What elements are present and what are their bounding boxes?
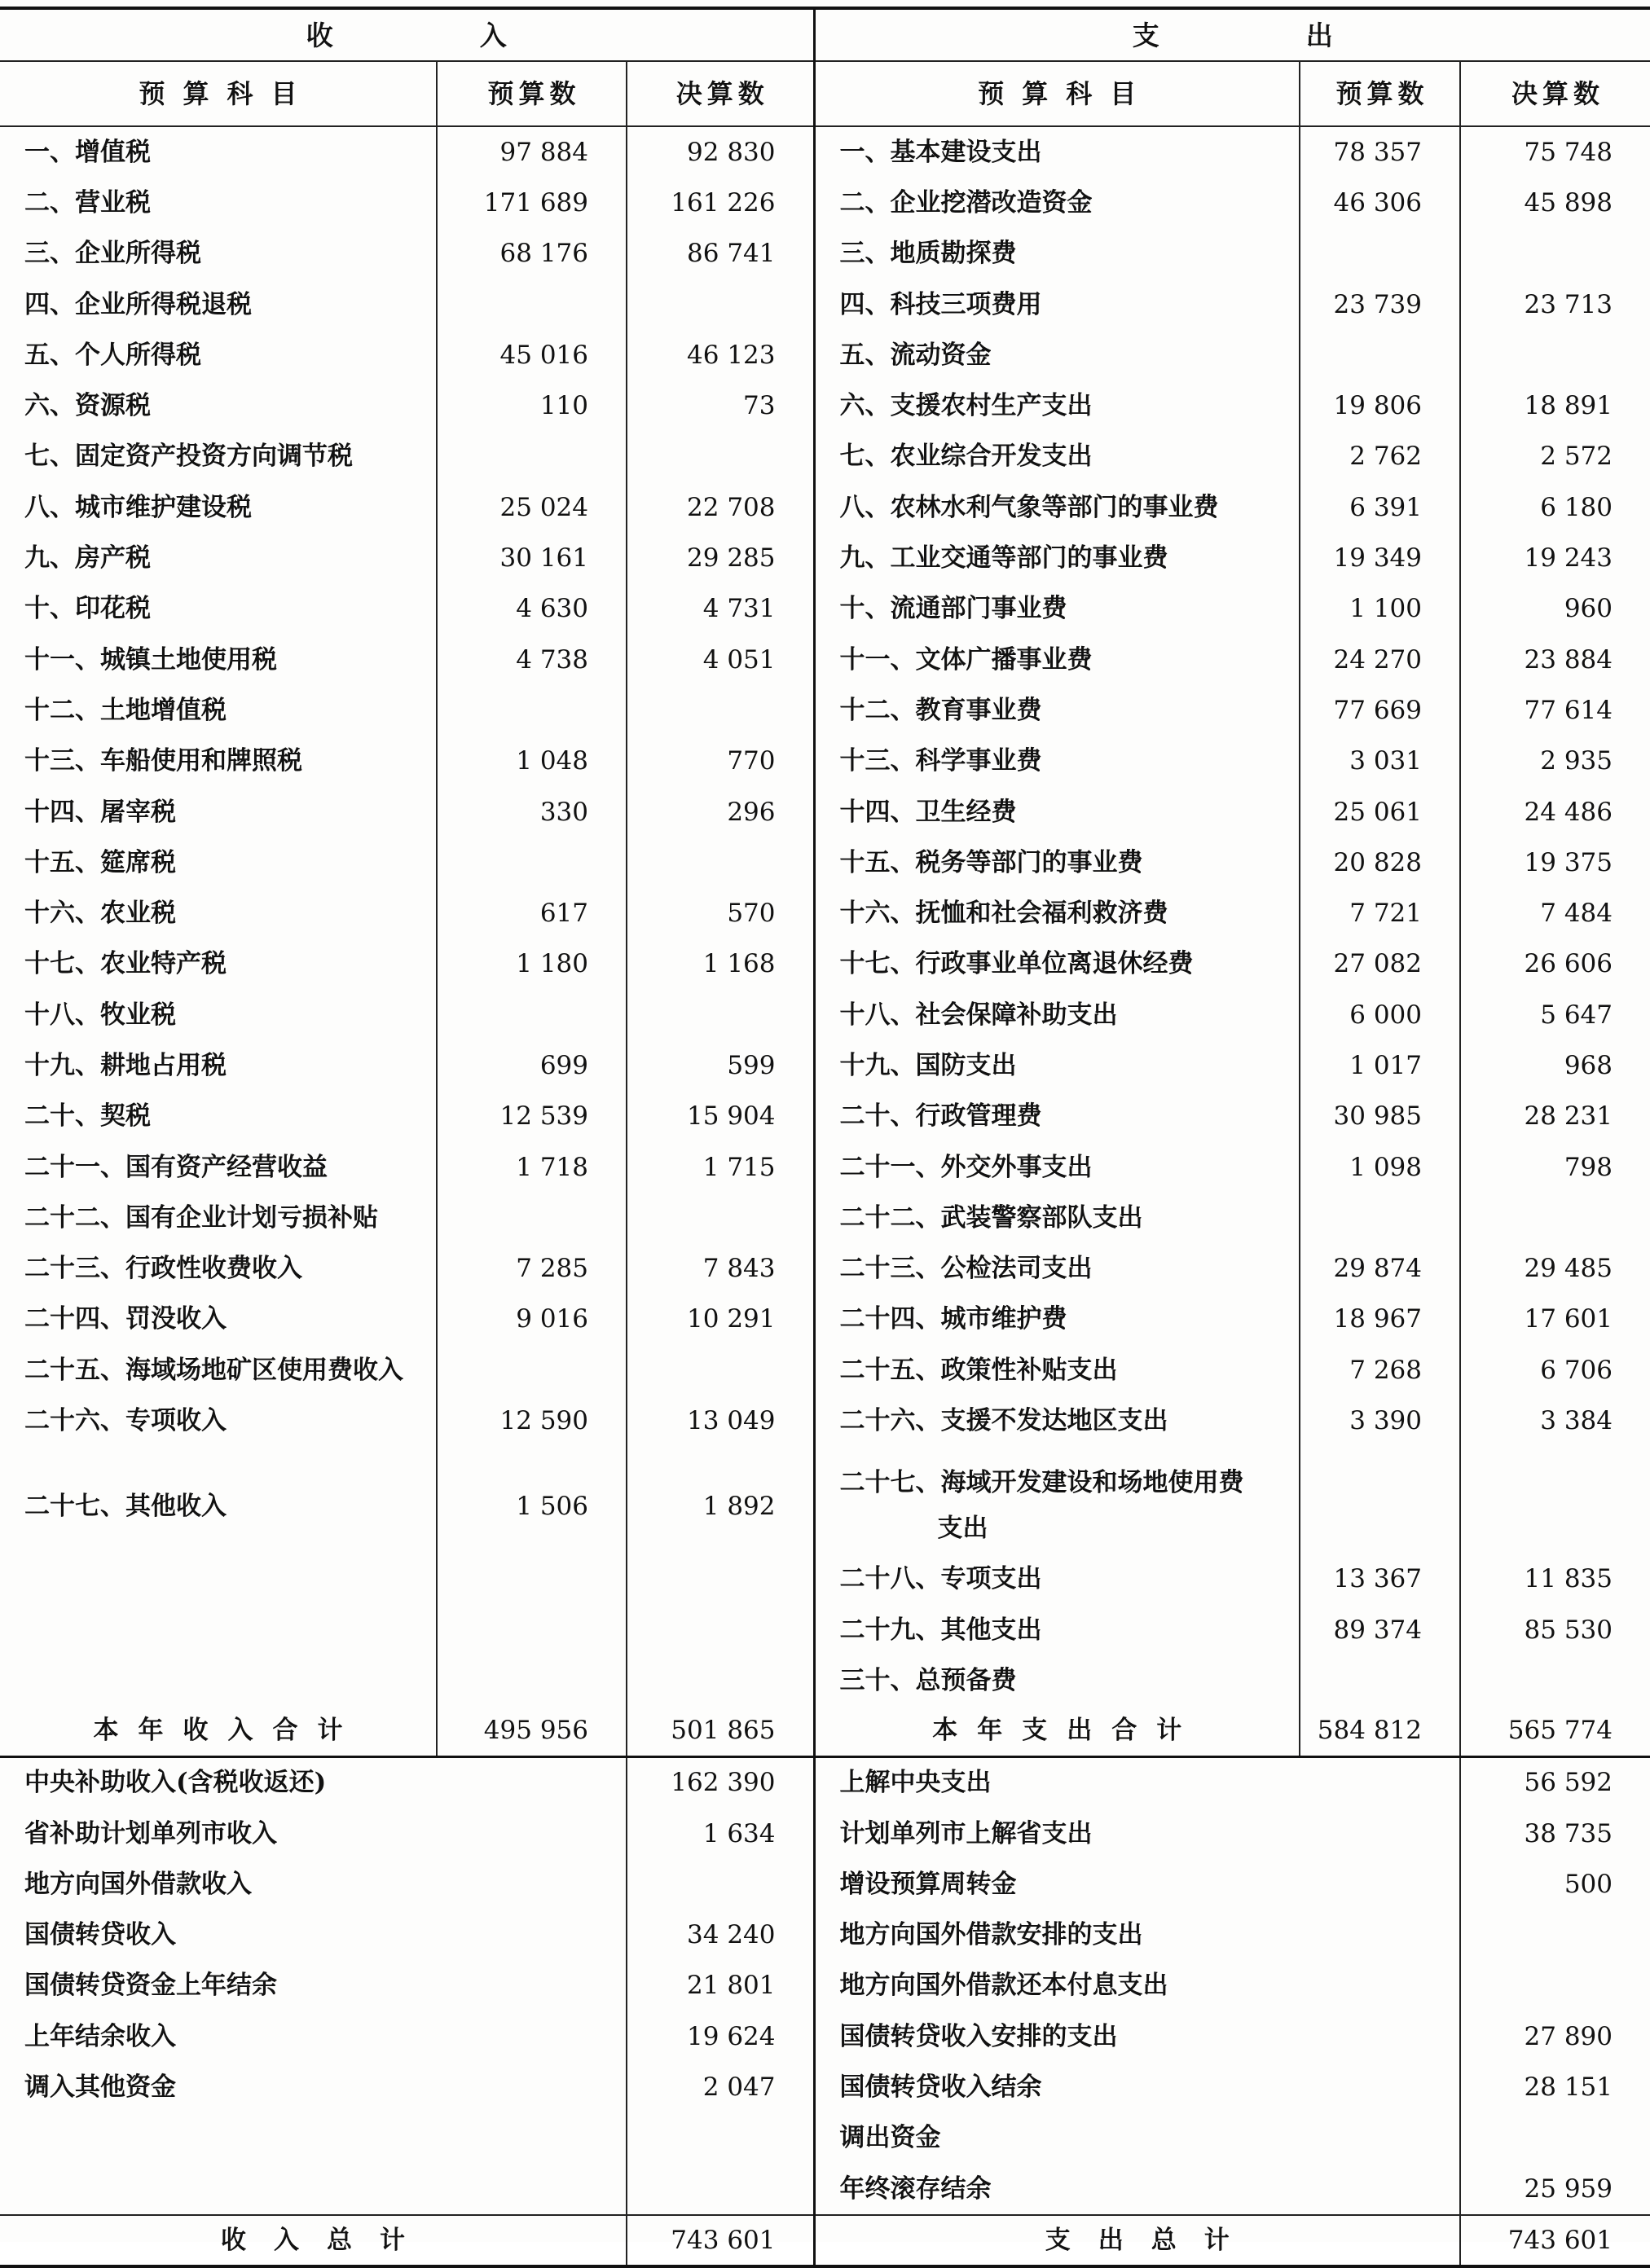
table-row: [0, 1655, 1650, 1706]
income-budget: 699: [437, 1040, 627, 1091]
expense-item: [814, 1447, 1300, 1554]
table-row: [0, 787, 1650, 837]
income-final: 22 708: [627, 482, 814, 533]
table-row: [0, 2011, 1650, 2062]
income-item: 九、房产税: [0, 533, 437, 583]
table-row: [0, 1294, 1650, 1345]
income-budget: 330: [437, 787, 627, 837]
expense-budget: 6 391: [1300, 482, 1460, 533]
income-budget: 25 024: [437, 482, 627, 533]
expense-final: 5 647: [1540, 1000, 1613, 1030]
income-budget: 12 539: [437, 1092, 627, 1142]
income-item: 十五、筵席税: [0, 837, 437, 888]
income-item: 十一、城镇土地使用税: [0, 635, 437, 685]
expense-budget: 23 739: [1300, 279, 1460, 330]
income-final: 21 801: [627, 1961, 814, 2011]
income-item: 二、营业税: [0, 178, 437, 228]
income-item: 二十六、专项收入: [0, 1396, 437, 1446]
income-budget: 7 285: [437, 1244, 627, 1294]
expense-budget: 3 390: [1300, 1396, 1460, 1446]
table-row: [0, 1605, 1650, 1655]
income-item: 八、城市维护建设税: [0, 482, 437, 533]
income-item: 国债转贷收入: [0, 1910, 627, 1961]
expense-budget: 30 985: [1300, 1092, 1460, 1142]
income-budget: [437, 837, 627, 888]
income-final: 13 049: [627, 1396, 814, 1446]
expense-item: 七、农业综合开发支出: [814, 432, 1300, 482]
income-final: 86 741: [627, 229, 814, 279]
expense-item: 六、支援农村生产支出: [814, 380, 1300, 431]
expense-item: 三、地质勘探费: [814, 229, 1300, 279]
income-final: [627, 1859, 814, 1910]
income-budget: 4 630: [437, 584, 627, 635]
income-budget: [437, 990, 627, 1040]
expense-budget: 27 082: [1300, 939, 1460, 990]
income-final: [627, 2164, 814, 2215]
income-final: 1 634: [627, 1809, 814, 1859]
income-final: [627, 2113, 814, 2164]
income-item: 二十七、其他收入: [0, 1447, 437, 1554]
table-row: [0, 2062, 1650, 2112]
income-item: 国债转贷资金上年结余: [0, 1961, 627, 2011]
expense-budget: 29 874: [1300, 1244, 1460, 1294]
expense-final: 2 935: [1540, 746, 1613, 776]
expense-item: 十一、文体广播事业费: [814, 635, 1300, 685]
expense-year-total-budget: 584 812: [1300, 1707, 1460, 1757]
table-row: [0, 1554, 1650, 1605]
expense-budget: 25 061: [1300, 787, 1460, 837]
expense-final: 85 530: [1524, 1615, 1613, 1645]
table-row: [0, 178, 1650, 228]
expense-final: [1460, 2113, 1650, 2164]
income-final: [627, 1193, 814, 1243]
income-budget: 68 176: [437, 229, 627, 279]
expense-final: [1460, 1655, 1650, 1706]
income-final: [627, 990, 814, 1040]
expense-final: 56 592: [1524, 1768, 1613, 1798]
expense-item: 上解中央支出: [814, 1756, 1460, 1809]
income-final: 2 047: [627, 2062, 814, 2112]
income-final: 19 624: [627, 2011, 814, 2062]
income-final: 1 168: [627, 939, 814, 990]
income-item: 十六、农业税: [0, 888, 437, 938]
income-item: 二十、契税: [0, 1092, 437, 1142]
income-budget: 4 738: [437, 635, 627, 685]
expense-final: 28 231: [1524, 1101, 1613, 1132]
income-budget: [437, 432, 627, 482]
expense-item: 二十、行政管理费: [814, 1092, 1300, 1142]
expense-item: 十三、科学事业费: [814, 736, 1300, 787]
expense-budget: 78 357: [1300, 126, 1460, 178]
table-row: [0, 584, 1650, 635]
income-budget: [437, 1554, 627, 1605]
income-final: [627, 837, 814, 888]
expense-item: 五、流动资金: [814, 330, 1300, 380]
income-budget: [437, 1345, 627, 1396]
expense-final: [1460, 1910, 1650, 1961]
table-row: [0, 1142, 1650, 1193]
expense-item: 二十八、专项支出: [814, 1554, 1300, 1605]
income-item: 上年结余收入: [0, 2011, 627, 2062]
table-row: [0, 1396, 1650, 1446]
income-final: 10 291: [627, 1294, 814, 1345]
table-row: [0, 1447, 1650, 1554]
table-row: [0, 126, 1650, 178]
expense-budget: [1300, 229, 1460, 279]
income-item: 四、企业所得税退税: [0, 279, 437, 330]
expense-final: [1460, 330, 1650, 380]
expense-budget: 3 031: [1300, 736, 1460, 787]
income-final: 34 240: [627, 1910, 814, 1961]
table-row: [0, 1961, 1650, 2011]
expense-item: 十八、社会保障补助支出: [814, 990, 1300, 1040]
expense-final: 2 572: [1540, 442, 1613, 472]
income-budget: 30 161: [437, 533, 627, 583]
table-row: [0, 1040, 1650, 1091]
expense-item: 地方向国外借款安排的支出: [814, 1910, 1460, 1961]
table-row: [0, 1092, 1650, 1142]
expense-year-total-label: 本年支出合计: [814, 1707, 1300, 1757]
expense-grand-total-label: 支出总计: [814, 2215, 1460, 2266]
income-final: [627, 1655, 814, 1706]
income-budget: [437, 279, 627, 330]
table-row: [0, 380, 1650, 431]
expense-budget: 1 017: [1300, 1040, 1460, 1091]
table-row: [0, 685, 1650, 736]
table-row: [0, 1910, 1650, 1961]
expense-final: 23 884: [1524, 644, 1613, 675]
expense-final: [1460, 229, 1650, 279]
expense-final: 23 713: [1524, 289, 1613, 319]
grand-total-row: [0, 2215, 1650, 2266]
income-final: 92 830: [627, 126, 814, 178]
income-budget: 1 718: [437, 1142, 627, 1193]
expense-budget: 24 270: [1300, 635, 1460, 685]
income-item: 调入其他资金: [0, 2062, 627, 2112]
expense-item: 二十二、武装警察部队支出: [814, 1193, 1300, 1243]
expense-budget: 77 669: [1300, 685, 1460, 736]
income-item: 十三、车船使用和牌照税: [0, 736, 437, 787]
expense-final: 38 735: [1524, 1818, 1613, 1848]
table-row: [0, 939, 1650, 990]
table-row: [0, 1244, 1650, 1294]
expense-final: 27 890: [1524, 2021, 1613, 2051]
income-final: 161 226: [627, 178, 814, 228]
income-item: 十九、耕地占用税: [0, 1040, 437, 1091]
table-row: [0, 1756, 1650, 1809]
income-item: 十、印花税: [0, 584, 437, 635]
expense-item: 调出资金: [814, 2113, 1460, 2164]
expense-item: 二十九、其他支出: [814, 1605, 1300, 1655]
expense-final: [1460, 1193, 1650, 1243]
income-item: 三、企业所得税: [0, 229, 437, 279]
income-item: 二十一、国有资产经营收益: [0, 1142, 437, 1193]
income-final: 599: [627, 1040, 814, 1091]
income-item: 二十四、罚没收入: [0, 1294, 437, 1345]
table-row: [0, 330, 1650, 380]
income-budget: 9 016: [437, 1294, 627, 1345]
expense-budget: 19 806: [1300, 380, 1460, 431]
expense-final: 29 485: [1524, 1254, 1613, 1284]
expense-item: 十二、教育事业费: [814, 685, 1300, 736]
income-final: [627, 685, 814, 736]
expense-budget: [1300, 330, 1460, 380]
income-item: 十四、屠宰税: [0, 787, 437, 837]
income-item: 地方向国外借款收入: [0, 1859, 627, 1910]
expense-item: 十六、抚恤和社会福利救济费: [814, 888, 1300, 938]
expense-year-total-final: 565 774: [1460, 1707, 1650, 1757]
table-row: [0, 482, 1650, 533]
table-row: [0, 888, 1650, 938]
expense-final: 24 486: [1524, 797, 1613, 827]
expense-item: 年终滚存结余: [814, 2164, 1460, 2215]
expense-final: 26 606: [1524, 949, 1613, 979]
expense-grand-total-final: 743 601: [1460, 2215, 1650, 2266]
expense-item: 一、基本建设支出: [814, 126, 1300, 178]
expense-item-line: 二十七、海域开发建设和场地使用费: [839, 1467, 1244, 1497]
table-row: [0, 229, 1650, 279]
expense-item-line: 支出: [937, 1513, 988, 1543]
income-budget: 45 016: [437, 330, 627, 380]
income-grand-total-final: 743 601: [627, 2215, 814, 2266]
income-final: 162 390: [627, 1756, 814, 1809]
income-final: 570: [627, 888, 814, 938]
expense-item: 国债转贷收入安排的支出: [814, 2011, 1460, 2062]
income-final: [627, 1554, 814, 1605]
income-budget: 97 884: [437, 126, 627, 178]
expense-final: 77 614: [1524, 695, 1613, 725]
expense-final: 18 891: [1524, 391, 1613, 421]
expense-budget: 89 374: [1300, 1605, 1460, 1655]
expense-item-header: 预算科目: [814, 61, 1300, 126]
income-item: 六、资源税: [0, 380, 437, 431]
expense-final: [1460, 1447, 1650, 1554]
section-header-row: [0, 8, 1650, 61]
income-item: 一、增值税: [0, 126, 437, 178]
income-item-header: 预算科目: [0, 61, 437, 126]
income-item: 二十三、行政性收费收入: [0, 1244, 437, 1294]
table-row: [0, 837, 1650, 888]
expense-item: 九、工业交通等部门的事业费: [814, 533, 1300, 583]
table-row: [0, 279, 1650, 330]
expense-item: 二十六、支援不发达地区支出: [814, 1396, 1300, 1446]
income-item: 中央补助收入(含税收返还): [0, 1756, 627, 1809]
expense-final: 3 384: [1540, 1406, 1613, 1436]
expense-final: 500: [1564, 1869, 1613, 1899]
income-budget: [437, 1605, 627, 1655]
income-item: 省补助计划单列市收入: [0, 1809, 627, 1859]
income-final: 46 123: [627, 330, 814, 380]
income-item: 七、固定资产投资方向调节税: [0, 432, 437, 482]
income-budget: 171 689: [437, 178, 627, 228]
expense-final: 28 151: [1524, 2072, 1613, 2103]
column-header-row: [0, 61, 1650, 126]
year-total-row: [0, 1707, 1650, 1757]
income-budget: 110: [437, 380, 627, 431]
income-item: 二十五、海域场地矿区使用费收入: [0, 1345, 437, 1396]
income-final: 4 051: [627, 635, 814, 685]
income-item: [0, 1554, 437, 1605]
income-item: 十七、农业特产税: [0, 939, 437, 990]
expense-budget: 18 967: [1300, 1294, 1460, 1345]
expense-item: 八、农林水利气象等部门的事业费: [814, 482, 1300, 533]
income-section-header: 收入: [0, 8, 814, 61]
expense-final: 25 959: [1524, 2174, 1613, 2204]
table-row: [0, 432, 1650, 482]
income-grand-total-label: 收入总计: [0, 2215, 627, 2266]
expense-final: 7 484: [1540, 899, 1613, 929]
income-item: 二十二、国有企业计划亏损补贴: [0, 1193, 437, 1243]
income-budget: [437, 685, 627, 736]
expense-final: 6 180: [1540, 492, 1613, 522]
expense-item: 二、企业挖潜改造资金: [814, 178, 1300, 228]
income-budget: [437, 1193, 627, 1243]
income-final: 29 285: [627, 533, 814, 583]
expense-budget: 7 268: [1300, 1345, 1460, 1396]
expense-final: 19 375: [1524, 847, 1613, 877]
expense-final: [1460, 1961, 1650, 2011]
expense-budget: 46 306: [1300, 178, 1460, 228]
expense-item: 四、科技三项费用: [814, 279, 1300, 330]
expense-budget: 19 349: [1300, 533, 1460, 583]
table-row: [0, 990, 1650, 1040]
expense-item: 国债转贷收入结余: [814, 2062, 1460, 2112]
expense-item: 十、流通部门事业费: [814, 584, 1300, 635]
income-final: [627, 432, 814, 482]
expense-final: 17 601: [1524, 1304, 1613, 1334]
expense-budget: 7 721: [1300, 888, 1460, 938]
expense-budget: 1 100: [1300, 584, 1460, 635]
table-row: [0, 533, 1650, 583]
expense-final: 798: [1564, 1152, 1613, 1182]
expense-budget: 13 367: [1300, 1554, 1460, 1605]
expense-final: 19 243: [1524, 543, 1613, 574]
income-year-total-budget: 495 956: [437, 1707, 627, 1757]
expense-budget: 6 000: [1300, 990, 1460, 1040]
income-final-header: 决算数: [627, 61, 814, 126]
income-final: 1 892: [627, 1447, 814, 1554]
expense-final-header: 决算数: [1460, 61, 1650, 126]
expense-final: 45 898: [1524, 187, 1613, 218]
table-row: [0, 1859, 1650, 1910]
income-item: [0, 2164, 627, 2215]
expense-item: 二十一、外交外事支出: [814, 1142, 1300, 1193]
income-budget: [437, 1655, 627, 1706]
expense-final: 968: [1564, 1050, 1613, 1080]
income-item: 十八、牧业税: [0, 990, 437, 1040]
income-final: 73: [627, 380, 814, 431]
table-row: [0, 1193, 1650, 1243]
expense-item: 十四、卫生经费: [814, 787, 1300, 837]
income-final: 7 843: [627, 1244, 814, 1294]
expense-budget: 2 762: [1300, 432, 1460, 482]
income-final: [627, 279, 814, 330]
expense-item: 十七、行政事业单位离退休经费: [814, 939, 1300, 990]
income-year-total-final: 501 865: [627, 1707, 814, 1757]
expense-section-header: 支出: [814, 8, 1650, 61]
income-final: 4 731: [627, 584, 814, 635]
expense-item: 二十三、公检法司支出: [814, 1244, 1300, 1294]
income-final: [627, 1605, 814, 1655]
table-row: [0, 736, 1650, 787]
table-row: [0, 2164, 1650, 2215]
income-item: 五、个人所得税: [0, 330, 437, 380]
expense-item: 三十、总预备费: [814, 1655, 1300, 1706]
income-final: 15 904: [627, 1092, 814, 1142]
expense-budget: 1 098: [1300, 1142, 1460, 1193]
income-item: [0, 1605, 437, 1655]
expense-budget: 20 828: [1300, 837, 1460, 888]
income-budget: 12 590: [437, 1396, 627, 1446]
table-row: [0, 635, 1650, 685]
table-row: [0, 1809, 1650, 1859]
expense-final: 11 835: [1524, 1564, 1613, 1594]
income-item: 十二、土地增值税: [0, 685, 437, 736]
expense-item: 十五、税务等部门的事业费: [814, 837, 1300, 888]
budget-table: [0, 7, 1650, 2268]
income-budget: 1 506: [437, 1447, 627, 1554]
income-budget: 1 180: [437, 939, 627, 990]
expense-budget: [1300, 1447, 1460, 1554]
table-row: [0, 2113, 1650, 2164]
expense-item: 地方向国外借款还本付息支出: [814, 1961, 1460, 2011]
income-final: [627, 1345, 814, 1396]
expense-item: 十九、国防支出: [814, 1040, 1300, 1091]
expense-item: 增设预算周转金: [814, 1859, 1460, 1910]
expense-item: 二十四、城市维护费: [814, 1294, 1300, 1345]
expense-budget: [1300, 1655, 1460, 1706]
expense-item: 计划单列市上解省支出: [814, 1809, 1460, 1859]
expense-final: 6 706: [1540, 1355, 1613, 1385]
income-budget: 1 048: [437, 736, 627, 787]
expense-final: 75 748: [1524, 137, 1613, 167]
income-final: 296: [627, 787, 814, 837]
income-budget-header: 预算数: [437, 61, 627, 126]
table-row: [0, 1345, 1650, 1396]
expense-budget-header: 预算数: [1300, 61, 1460, 126]
expense-item: 二十五、政策性补贴支出: [814, 1345, 1300, 1396]
income-final: 770: [627, 736, 814, 787]
income-year-total-label: 本年收入合计: [0, 1707, 437, 1757]
expense-final: 960: [1564, 594, 1613, 624]
income-item: [0, 1655, 437, 1706]
income-final: 1 715: [627, 1142, 814, 1193]
expense-budget: [1300, 1193, 1460, 1243]
income-item: [0, 2113, 627, 2164]
income-budget: 617: [437, 888, 627, 938]
